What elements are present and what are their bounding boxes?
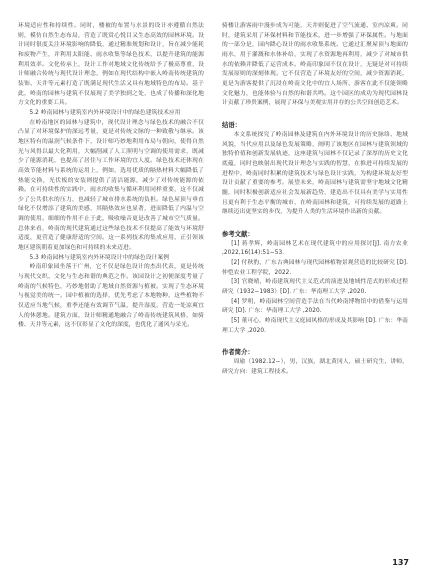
reference-item: [3] 官晓晴，岭南建筑现代主义范式的演进及地域性范式的形成过程研究（1932−1983）[D]. 广东：华南理工大学 ,2020. (222, 279, 408, 296)
paragraph-green-tech: 在岭南地区的园林与建筑中，现代设计理念与绿色技术的融合不仅凸显了对环境保护的深远考量，更是对传统文脉的一种致敬与继承。该地区特有的温润气候条件下，设计师巧妙地利用布局与朝向，使得自然光与风得以最大化利用，大幅削减了人工照明与空调的使用需求，既减少了能源消耗，也提高了居住与工作环境的宜人度。绿色技术还体现在高效节能材料与系统的运用上，例如，选用优质的隔热材料大幅降低了热能交换，光伏板的安装则提供了清洁能源，减少了对传统能源的依赖。在可持续性的实践中，雨水的收集与循环利用同样重要，这不仅减少了公共供水的压力，也减轻了城市排水系统的负担。绿色屋顶与垂直绿化不仅增添了建筑的美感，其隔热效应也显著，进而降低了内温与空调的使用。细细的作用不止于此，吸收噪音更是改善了城市空气质量。总体来看，岭南的现代建筑通过这些绿色技术不仅提高了能效与环境舒适度，更营造了健康舒适的空间。这一系列技术的集成应用，正引领该地区建筑朝着更加绿色和可持续的未来迈进。 (18, 119, 204, 252)
reference-item: [4] 罗明，岭南园林空间营造手法在当代岭南博物馆中的借鉴与运用研究 [D]. 广东：华南理工大学 ,2020. (222, 298, 408, 315)
reference-item: [5] 董可心，岭南现代主义庭园风格的形成及其影响 [D]. 广东：华南理工大学 ,2020. (222, 318, 408, 334)
page-number: 137 (392, 558, 409, 567)
left-column (18, 22, 204, 331)
conclusion-paragraph: 本文系统探究了岭南园林及建筑在内外环境设计的历史脉络、地域风貌，当代应用以及绿色发展策略，阐明了该地区在园林与建筑领域的独特价值和创新发展轨迹，这座建筑与园林不仅记录了深厚的历史文化底蕴，同时也映射出现代设计理念与实践的智慧，在推进可持续发展的进程中，岭南同时积累的建筑技术与绿色设计实践，为构建环境友好型设计贡献了重要的参考。展望未来，岭南园林与建筑需坚守地域文化精髓，同时积极创新适应社会发展新趋势，建造出不仅具有美学与实用性且更有利于生态平衡的城市，在岭南园林和建筑，可持续发展的道路上继续迈出更坚实的步伐，为提升人类的生活环境作出新的贡献。 (222, 131, 408, 216)
paragraph-case-study: 岭南印象园坐落于广州，它不仅是绿色设计的杰出代表，更是传统与现代交织、文化与生态和谐的典范之作。该园设计之初便深度考量了岭南的气候特色，巧妙地借助了地域自然资源与植被。实现了生态环境与视觉美的统一。园中植被的选择，优先考虑了本地物种，这些植物不仅适应当地气候，重季还能有效调节气温，提升湿度，营造一处凉爽宜人的休憩地。建筑方面，设计师精通地融合了岭南传统建筑风格，如骑楼、天井等元素，这不仅彰显了文化的深度，也优化了通风与采光。 (18, 264, 204, 329)
section-heading-5-2: 5.2 岭南园林与建筑室内外环境设计中的绿色建筑技术应用 (29, 109, 181, 116)
reference-item: [1] 蒋孝辉，岭南园林艺术在现代建筑中的应用探讨[J]. 南方农业 ,2022,16(14):51−53. (222, 240, 408, 257)
spacer (222, 218, 408, 230)
paragraph-ecology: 环境适应性和持续性。同时，楼被的布置与水景的设计亦遵循自然法则，模仿自然生态布局，营造了既赏心悦目又生态高效的园林环境。设计同时很度关注环境影响的降低，通过精准规划和设计，旨在减少能耗和废物产生，并利用太阳能、雨水收集等绿色技术，以提升建筑的能源利用效率。文化传承上，设计工作对地域文化传统给予了极高尊重，设计师融合传统与现代设计理念，例如在现代结构中嵌入岭南传统建筑的装饰、天井等元素打造了既满足现代生活又具有地域特色的布局。基于此，岭南的园林与建筑不仅展现了美学独到之处，也成了传播和深化地方文化的重要工具。 (18, 23, 204, 107)
reference-item: [2] 付秋豹，广东古典园林与现代园林植物景观营造的比较研究 [D]. 仲恺农业工程学院，2022. (222, 260, 408, 276)
section-heading-5-3: 5.3 岭南园林与建筑室内外环境设计中的绿色设计案例 (29, 254, 170, 261)
author-heading: 作者简介： (222, 349, 254, 357)
spacer (222, 336, 408, 348)
spacer (222, 109, 408, 121)
conclusion-heading: 结语： (222, 121, 242, 129)
right-column (222, 22, 408, 378)
paragraph-case-continued: 骑楼让游客雨中漫步成为可能，天井则促进了空气流通、室内凉爽。同时，建筑采用了环保材料和节能技术，进一步增强了环保属性。与地面的一部分是，园内降心设计的雨水收集系统。它通过汇聚屋顶与地面的雨水，用于灌溉和水体补给，实现了水资源地再利用，减少了对城市供水的依赖并降低了运营成本。岭南印象园不仅在设计，无疑是对可持续发展原则的深刻体现。它不仅营造了环境友好的空间，减少资源消耗，更是为游客提供了沉浸在岭南文化中的宜人场所，游客在此不仅能领略文化魅力，也能体验与自然的和谐共鸣。这个园区的成功为现代园林设计贡献了珍贵案例，展现了环保与美观实用并存的公共空间创造艺术。 (222, 23, 408, 107)
references-heading: 参考文献： (222, 230, 254, 238)
author-bio: 周瑜（1982.12−），男，汉族，湖北黄冈人，硕士研究生，讲师，研究方向：建筑工程技术。 (222, 359, 408, 376)
